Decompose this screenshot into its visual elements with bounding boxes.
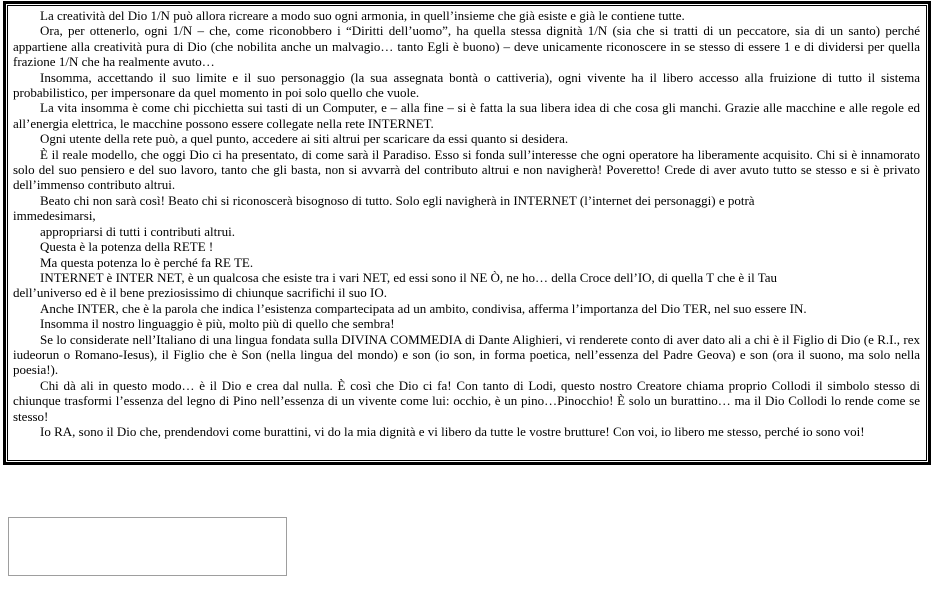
paragraph: Chi dà ali in questo modo… è il Dio e crea dal nulla. È così che Dio ci fa! Con tanto di Lodi, questo nostro Creatore chiama proprio Collodi il simbolo stesso di chiunque trasformi l’essenza del legno di Pino nell’essenza di un vivente come lui: occhio, è un pino…Pinocchio! È solo un burattino… ma il Dio Collodi lo rende come se stesso!: [13, 377, 920, 424]
paragraph: È il reale modello, che oggi Dio ci ha presentato, di come sarà il Paradiso. Esso si fonda sull’interesse che ogni operatore ha liberamente acquisito. Chi si è innamorato solo del suo pensiero e del suo lavoro, tanto che gli basta, non si avvarrà del contributo altrui e non navigherà! Poveretto! Crede di aver avuto tutto se stesso e si è privato dell’immenso contributo altrui.: [13, 146, 920, 193]
paragraph: Insomma, accettando il suo limite e il suo personaggio (la sua assegnata bontà o cattiveria), ogni vivente ha il libero accesso alla fruizione di tutto il sistema probabilistico, per impersonare da quel momento in poi solo quello che vuole.: [13, 69, 920, 101]
paragraph: La vita insomma è come chi picchietta sui tasti di un Computer, e – alla fine – si è fatta la sua libera idea di che cosa gli manchi. Grazie alle macchine e alle regole ed all’energia elettrica, le macchine possono essere collegate nella rete INTERNET.: [13, 100, 920, 131]
paragraph: appropriarsi di tutti i contributi altrui.: [40, 223, 235, 239]
document-text: [13, 8, 920, 439]
text-box-frame-inner: [7, 5, 927, 461]
paragraph: immedesimarsi,: [13, 208, 96, 224]
paragraph: INTERNET è INTER NET, è un qualcosa che esiste tra i vari NET, ed essi sono il NE Ò, ne ho… della Croce dell’IO, di quella T che è il Tau: [40, 269, 777, 285]
text-box-frame: [3, 1, 931, 465]
paragraph: Insomma il nostro linguaggio è più, molto più di quello che sembra!: [40, 316, 395, 332]
paragraph: Se lo considerate nell’Italiano di una lingua fondata sulla DIVINA COMMEDIA di Dante Alighieri, vi renderete conto di aver dato ali a chi è il Figlio di Dio (e R.I., rex iudeorun o Romano-Iesus), il Figlio che è Son (nella lingua del mondo) e son (io son, in forma poetica, nell’essenza del Padre Geova) e son (ora il suono, ma solo nella poesia!).: [13, 331, 920, 378]
paragraph: Anche INTER, che è la parola che indica l’esistenza compartecipata ad un ambito, condivisa, afferma l’importanza del Dio TER, nel suo essere IN.: [40, 300, 807, 316]
paragraph: Ora, per ottenerlo, ogni 1/N – che, come riconobbero i “Diritti dell’uomo”, ha quella stessa dignità 1/N (sia che si tratti di un peccatore, sia di un santo) perché appartiene alla creatività pura di Dio (che nobilita anche un malvagio… tanto Egli è buono) – deve unicamente riconoscere in se stesso di essere 1 e di dividersi per quella frazione 1/N che ha realmente avuto…: [13, 23, 920, 70]
paragraph: Ogni utente della rete può, a quel punto, accedere ai siti altrui per scaricare da essi quanto si desidera.: [40, 131, 569, 147]
paragraph: Beato chi non sarà così! Beato chi si riconoscerà bisognoso di tutto. Solo egli navigherà in INTERNET (l’internet dei personaggi) e potrà: [40, 192, 755, 208]
paragraph: Io RA, sono il Dio che, prendendovi come burattini, vi do la mia dignità e vi libero da tutte le vostre brutture! Con voi, io libero me stesso, perché io sono voi!: [40, 423, 865, 439]
paragraph: dell’universo ed è il bene preziosissimo di chiunque sacrifichi il suo IO.: [13, 285, 388, 301]
empty-text-box: [8, 517, 287, 576]
paragraph: Questa è la potenza della RETE !: [40, 239, 214, 255]
paragraph: Ma questa potenza lo è perché fa RE TE.: [40, 254, 254, 270]
paragraph: La creatività del Dio 1/N può allora ricreare a modo suo ogni armonia, in quell’insieme che già esiste e già le contiene tutte.: [40, 8, 685, 23]
